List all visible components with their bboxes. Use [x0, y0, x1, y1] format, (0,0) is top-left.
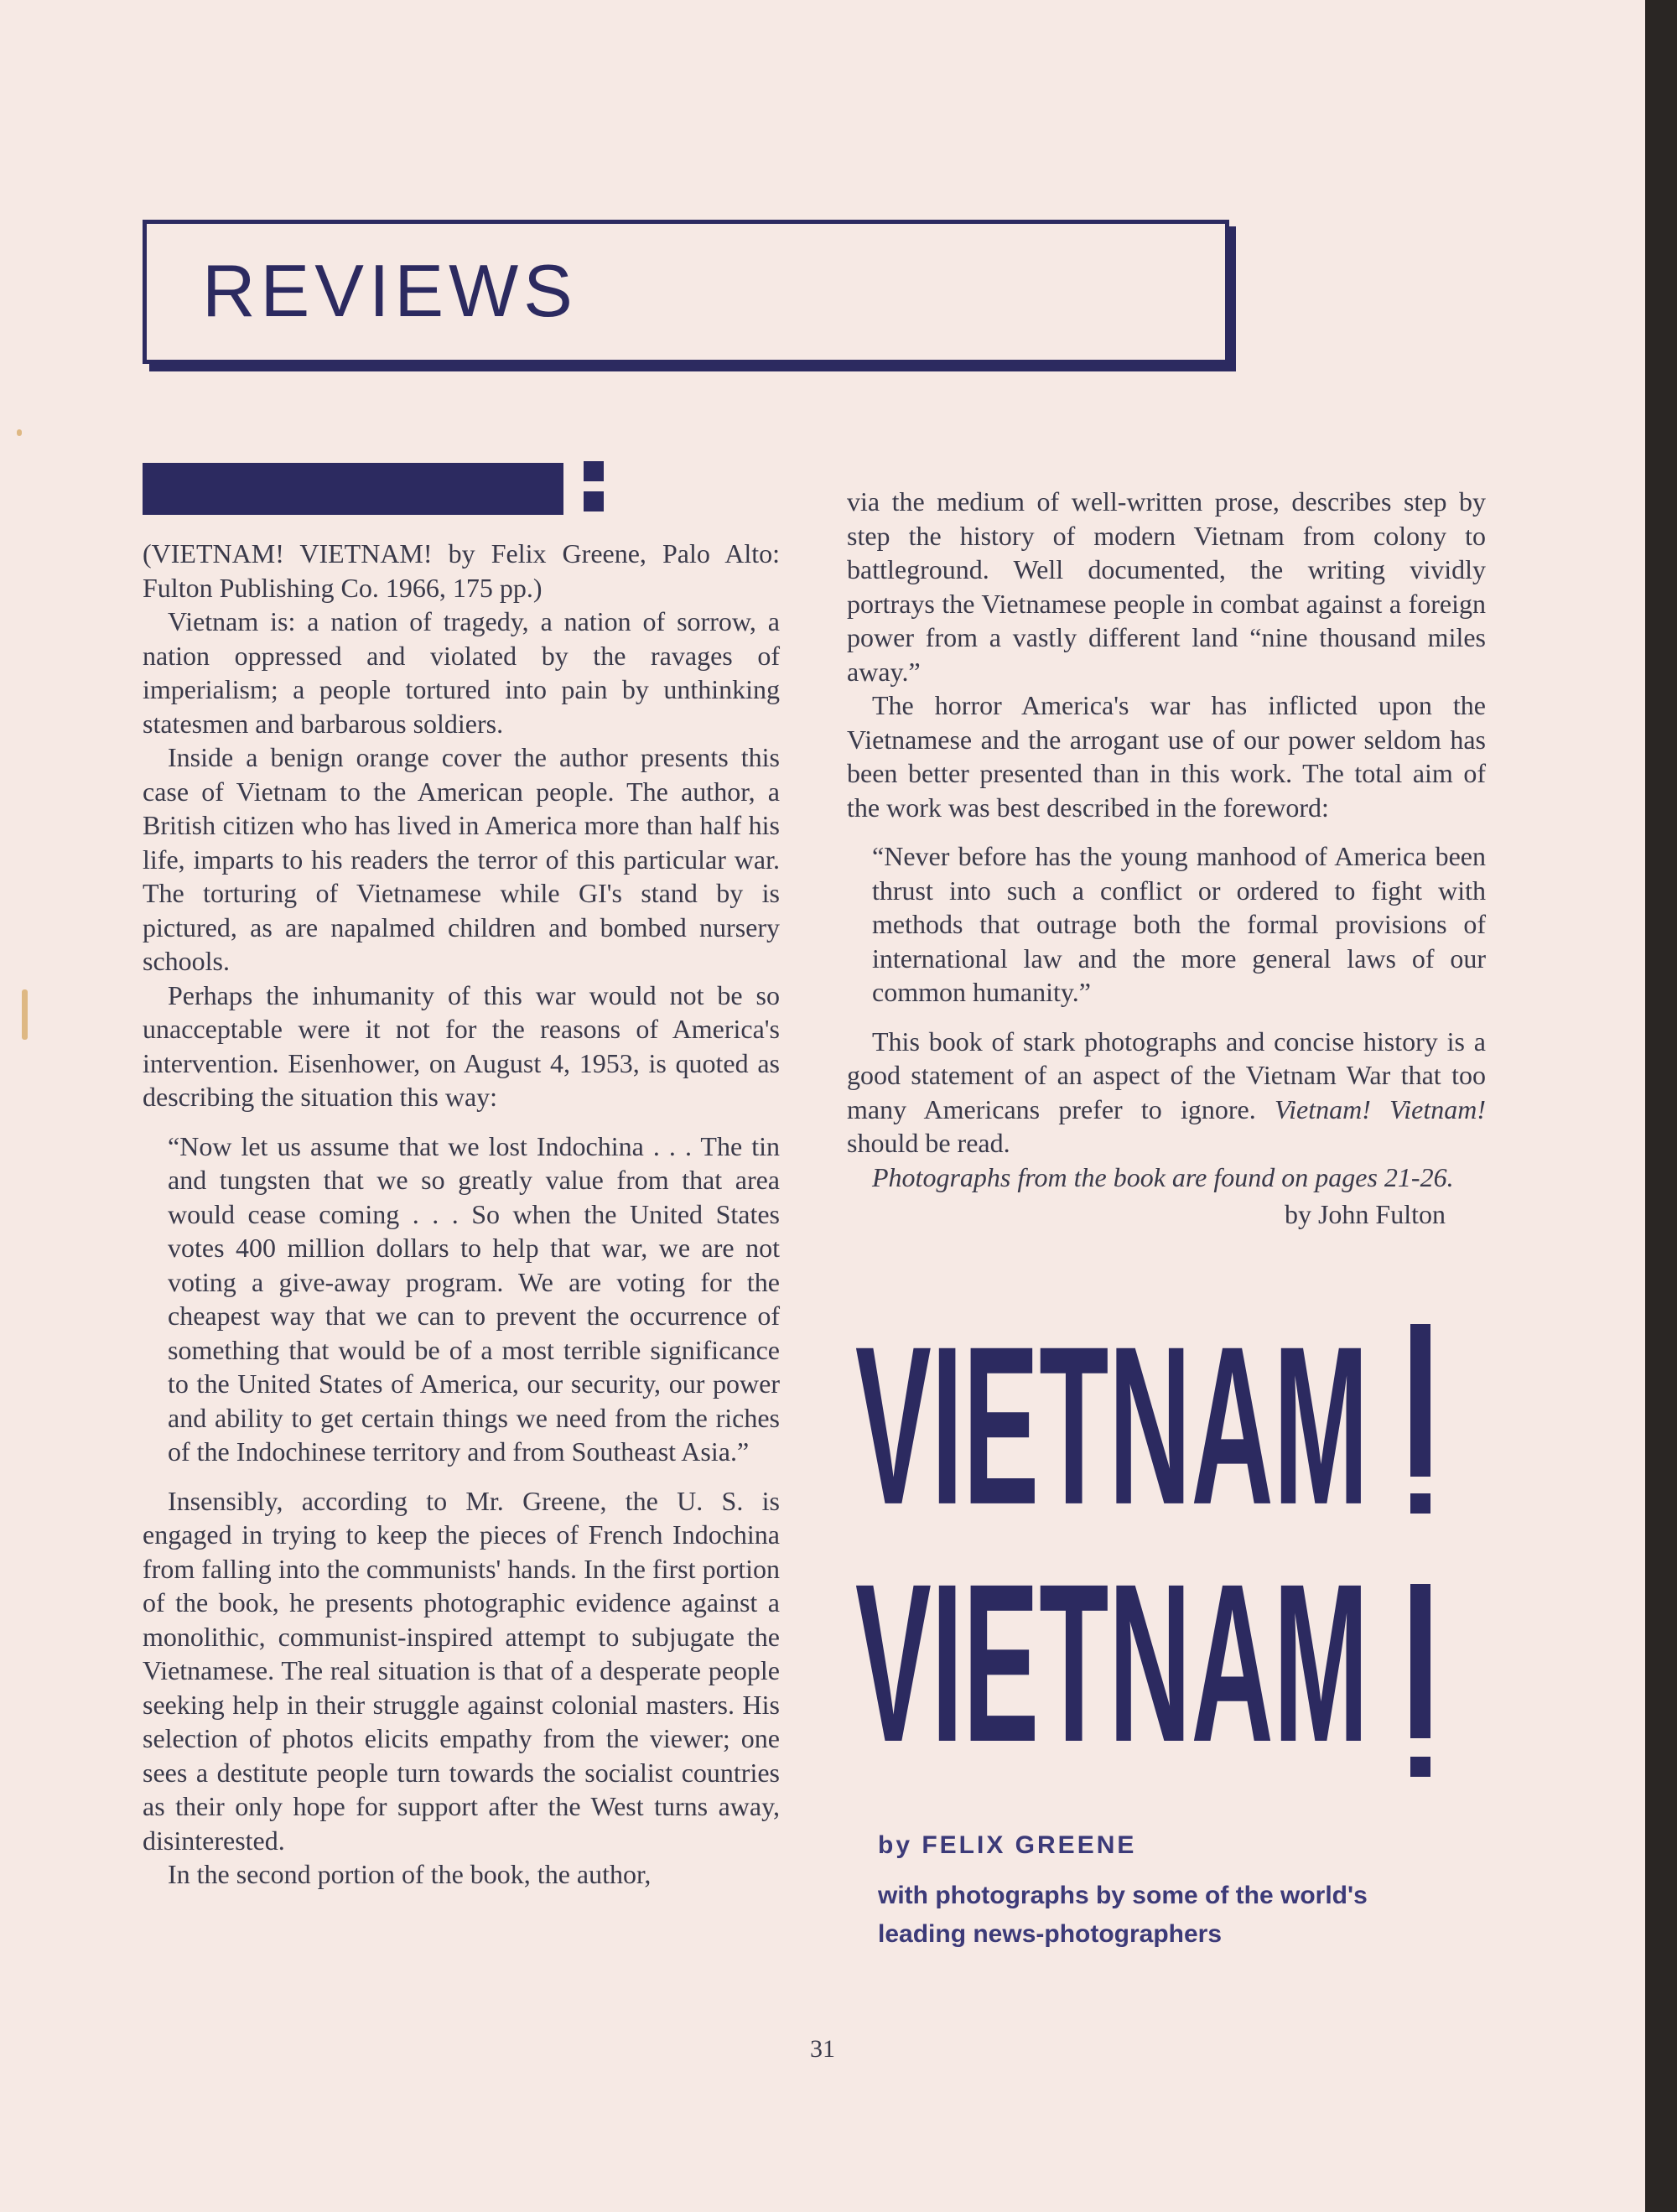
paragraph: via the medium of well-written prose, describes step by step the history of modern Vietnam from colony to battleground. Well documented, the writing vividly portrays the Vietnamese people in combat against a foreign power from a vastly different land “nine thousand miles away.” [847, 486, 1486, 687]
paragraph: Insensibly, according to Mr. Greene, the U. S. is engaged in trying to keep the pieces of French Indochina from falling into the communists' hands. In the first portion of the book, he presents photographic evidence against a monolithic, communist-inspired attempt to subjugate the Vietnamese. The real situation is that of a desperate people seeking help in their struggle against colonial masters. His selection of photos elicits empathy from the viewer; one sees a destitute people turn towards the socialist countries as their only hope for support after the West turns away, disinterested. [143, 1485, 780, 1856]
exclamation-bar [1410, 1324, 1430, 1477]
book-cover-lettering [855, 1304, 1442, 1975]
header-box-shadow [149, 364, 1234, 371]
left-column [143, 537, 780, 1892]
header-box-shadow [1229, 226, 1236, 371]
byline: by John Fulton [1284, 1199, 1446, 1229]
cover-author-credit: by FELIX GREENE [878, 1831, 1137, 1859]
block-quote: “Now let us assume that we lost Indochina . . . The tin and tungsten that we so greatly value from that area would cease coming . . . So when the United States votes 400 million dollars to help that war, we are not voting a give-away program. We are voting for the cheapest way that we can to prevent the occurrence of something that would be of a most terrible significance to the United States of America, our security, our power and ability to get certain things we need from the riches of the Indochinese territory and from Southeast Asia.” [168, 1130, 780, 1467]
cover-photo-credit: with photographs by some of the world's [878, 1882, 1368, 1909]
photo-note: Photographs from the book are found on pages 21-26. [872, 1161, 1454, 1192]
title-redaction-bar [143, 463, 563, 515]
book-cover-illustration [855, 1304, 1442, 1975]
page-edge-shadow [1645, 0, 1677, 2212]
exclamation-dot [1410, 1757, 1430, 1777]
section-header-box [143, 220, 1229, 364]
paragraph: Perhaps the inhumanity of this war would not be so unacceptable were it not for the reasons of America's intervention. Eisenhower, on August 4, 1953, is quoted as describing the situation this way: [143, 979, 780, 1112]
cover-photo-credit: leading news-photographers [878, 1920, 1223, 1948]
cover-title-line-2: VIETNAM [855, 1536, 1368, 1789]
book-title: Vietnam! Vietnam! [1274, 1093, 1487, 1124]
paragraph: In the second portion of the book, the author, [168, 1859, 652, 1889]
paragraph-text: This book of stark photographs and concise history is a good statement of an aspect of the Vietnam War that too many Americans prefer to ignore. [847, 1026, 1486, 1124]
colon-mark [584, 491, 604, 511]
paragraph: Vietnam is: a nation of tragedy, a nation of sorrow, a nation oppressed and violated by the ravages of imperialism; a people tortured into pain by unthinking statesmen and barbarous soldiers. [143, 606, 780, 739]
exclamation-dot [1410, 1493, 1430, 1514]
page-number: 31 [810, 2035, 835, 2063]
exclamation-bar [1410, 1584, 1430, 1738]
block-quote: “Never before has the young manhood of America been thrust into such a conflict or ordered to fight with methods that outrage both the formal provisions of international law and the more general laws of our common humanity.” [872, 841, 1486, 1007]
paragraph: The horror America's war has inflicted upon the Vietnamese and the arrogant use of our power seldom has been better presented than in this work. The total aim of the work was best described in the foreword: [847, 690, 1486, 823]
paragraph-text: should be read. [847, 1128, 1010, 1158]
paragraph [847, 1025, 1486, 1161]
cover-title-line-1: VIETNAM [855, 1304, 1368, 1552]
paragraph: Inside a benign orange cover the author presents this case of Vietnam to the American people. The author, a British citizen who has lived in America more than half his life, imparts to his readers the terror of this particular war. The torturing of Vietnamese while GI's stand by is pictured, as are napalmed children and bombed nursery schools. [143, 742, 780, 976]
right-column [847, 485, 1486, 1232]
colon-mark [584, 461, 604, 481]
section-title: REVIEWS [202, 249, 578, 332]
citation: (VIETNAM! VIETNAM! by Felix Greene, Palo Alto: Fulton Publishing Co. 1966, 175 pp.) [143, 538, 780, 603]
page-stain [17, 429, 22, 436]
page-stain [22, 989, 28, 1040]
